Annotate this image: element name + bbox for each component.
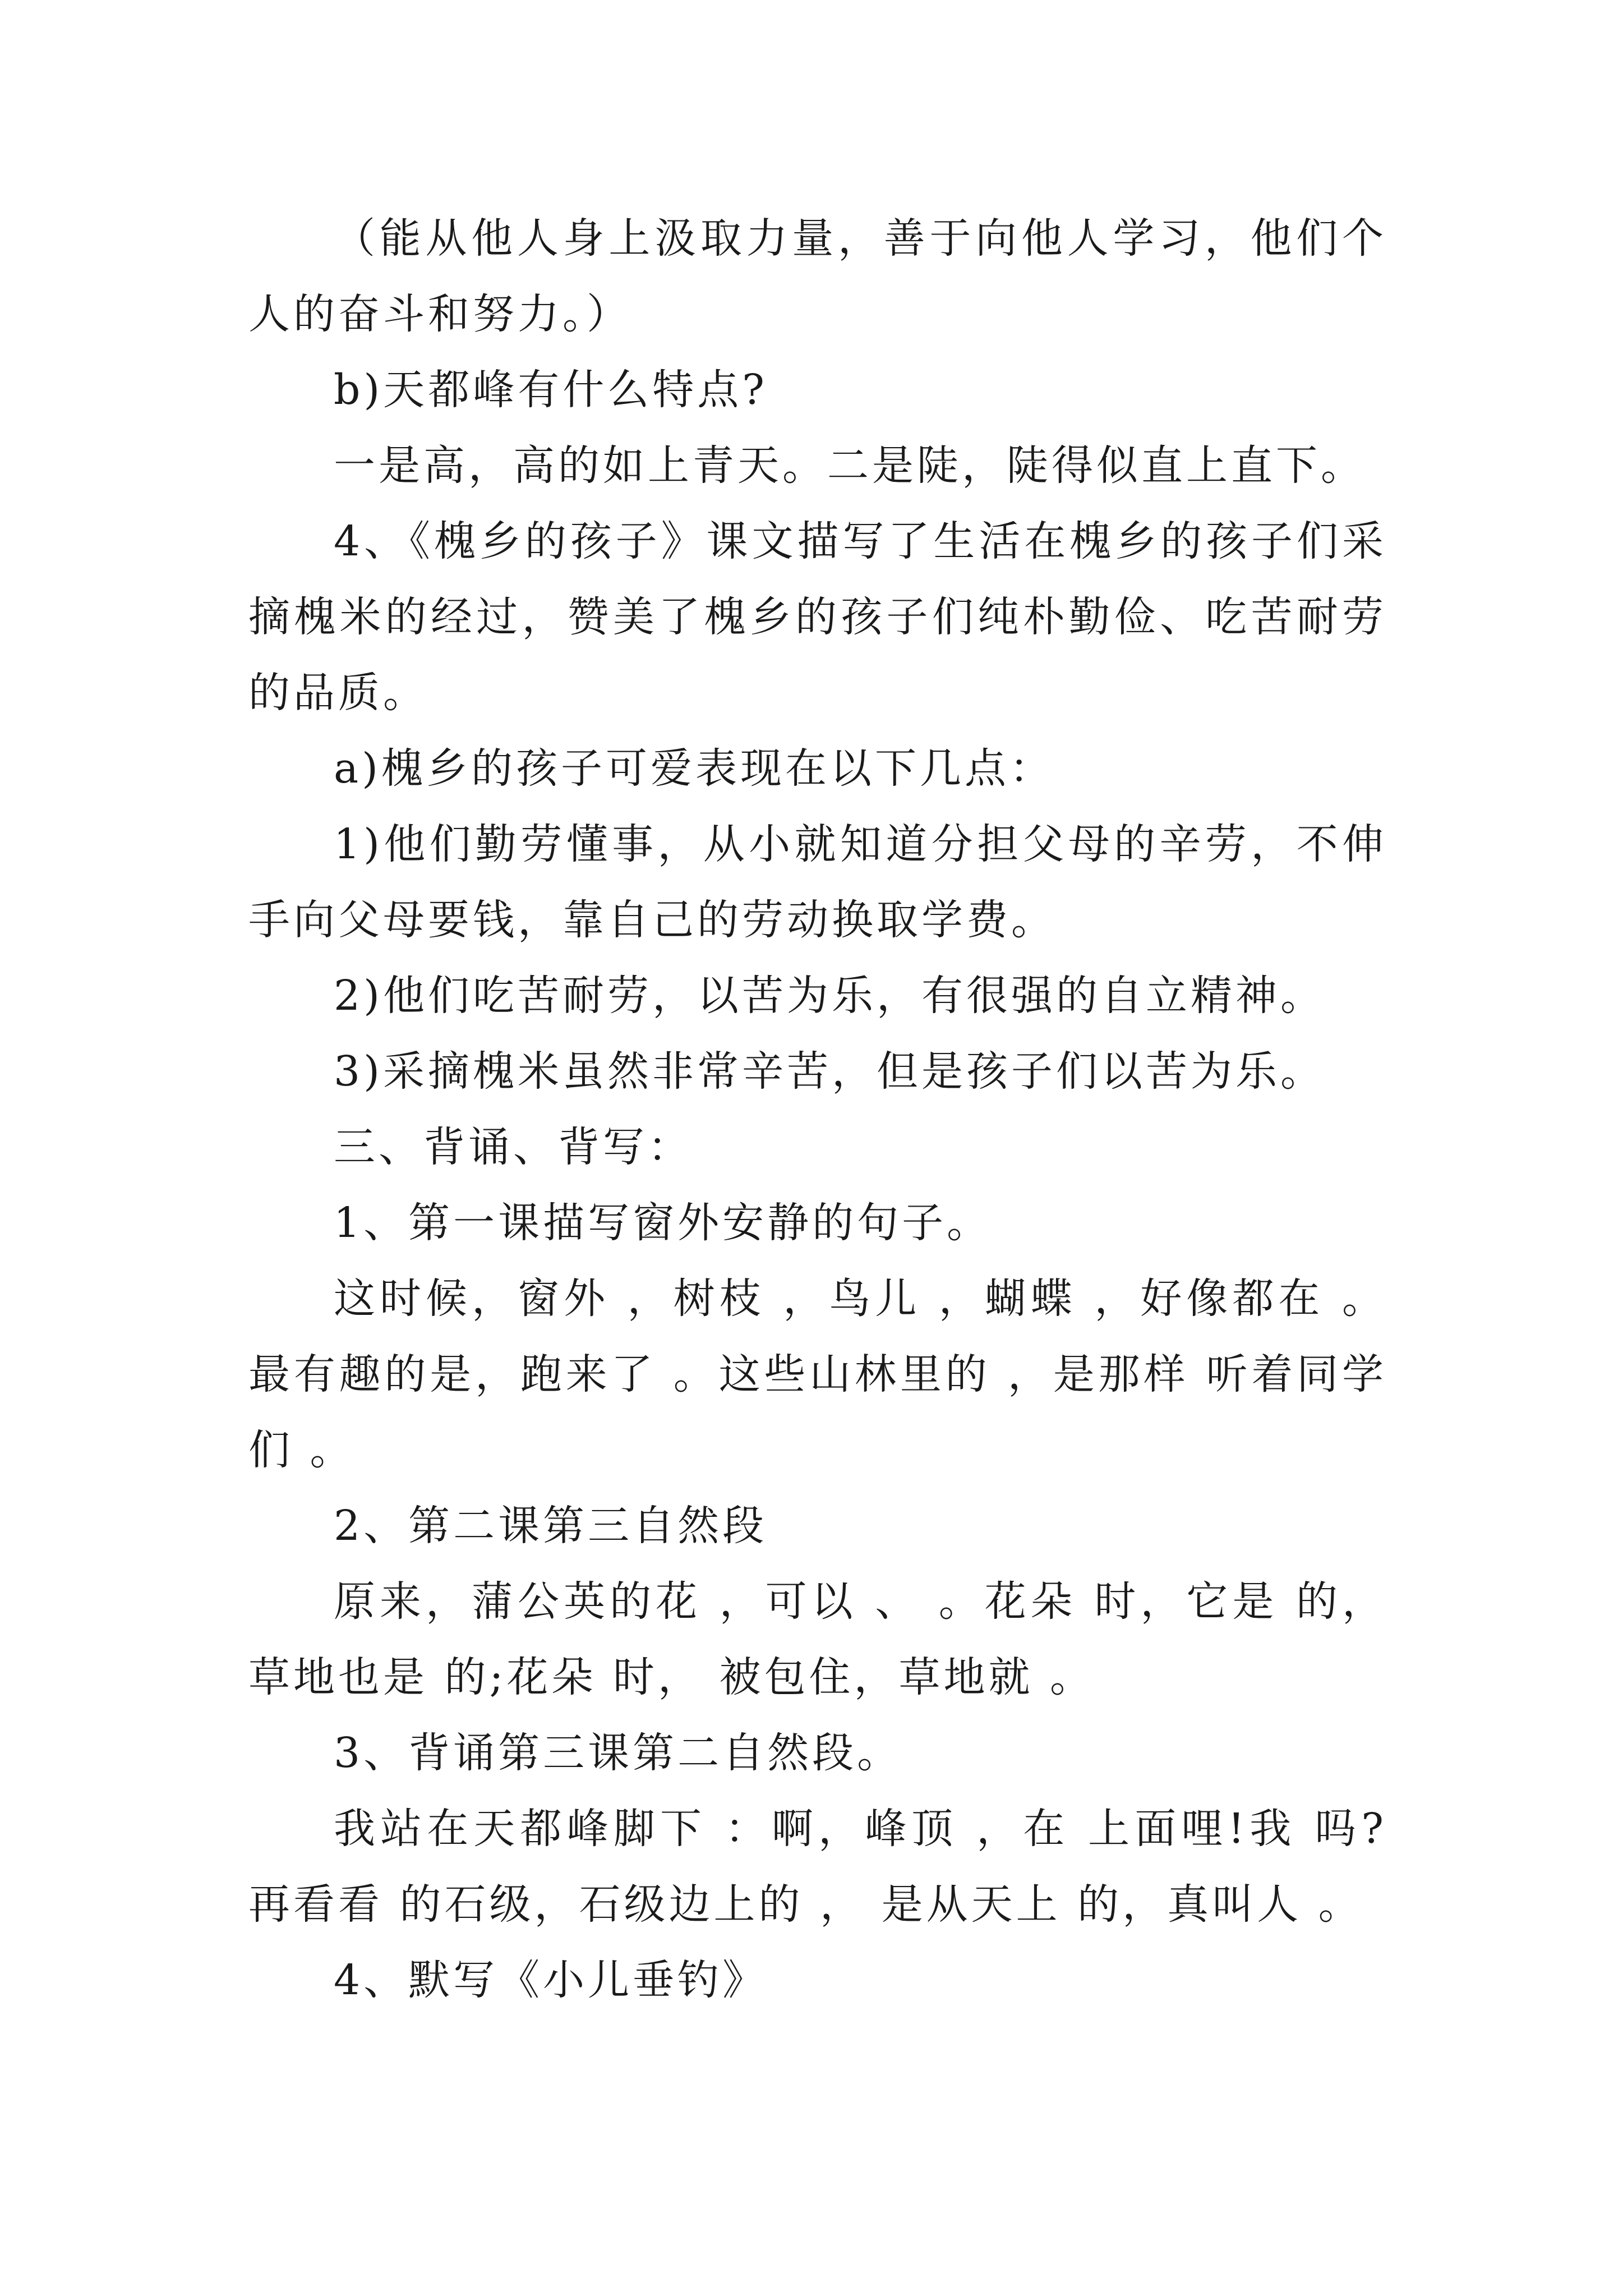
paragraph: a)槐乡的孩子可爱表现在以下几点： [334,744,1054,793]
paragraph: 3)采摘槐米虽然非常辛苦，但是孩子们以苦为乐。 [334,1047,1325,1096]
document-body [248,201,1387,2018]
fill-in-paragraph: 原来，蒲公英的花 ，可以 、 。花朵 时，它是 的，草地也是 的;花朵 时， 被包住，草地就 。 [248,1577,1387,1701]
paragraph: 一是高，高的如上青天。二是陡，陡得似直上直下。 [334,441,1366,490]
paragraph: 2、第二课第三自然段 [334,1502,768,1550]
paragraph: 2)他们吃苦耐劳，以苦为乐，有很强的自立精神。 [334,972,1325,1020]
paragraph: 3、背诵第三课第二自然段。 [334,1729,902,1777]
paragraph: 4、《槐乡的孩子》课文描写了生活在槐乡的孩子们采摘槐米的经过，赞美了槐乡的孩子们纯朴勤俭、吃苦耐劳的品质。 [248,517,1387,717]
paragraph: 1)他们勤劳懂事，从小就知道分担父母的辛劳，不伸手向父母要钱，靠自己的劳动换取学费。 [248,820,1387,944]
fill-in-paragraph: 这时候，窗外 ，树枝 ，鸟儿 ，蝴蝶 ，好像都在 。最有趣的是，跑来了 。这些山林里的 ，是那样 听着同学们 。 [248,1274,1387,1474]
paragraph: 4、默写《小儿垂钓》 [334,1956,768,2004]
paragraph: 1、第一课描写窗外安静的句子。 [334,1199,992,1247]
fill-in-paragraph: 我站在天都峰脚下 ：啊，峰顶 ，在 上面哩!我 吗?再看看 的石级，石级边上的 ， 是从天上 的，真叫人 。 [248,1805,1387,1929]
section-heading: 三、背诵、背写： [334,1123,693,1171]
paragraph: b)天都峰有什么特点? [334,366,768,414]
paragraph: （能从他人身上汲取力量，善于向他人学习，他们个人的奋斗和努力。） [248,214,1387,338]
